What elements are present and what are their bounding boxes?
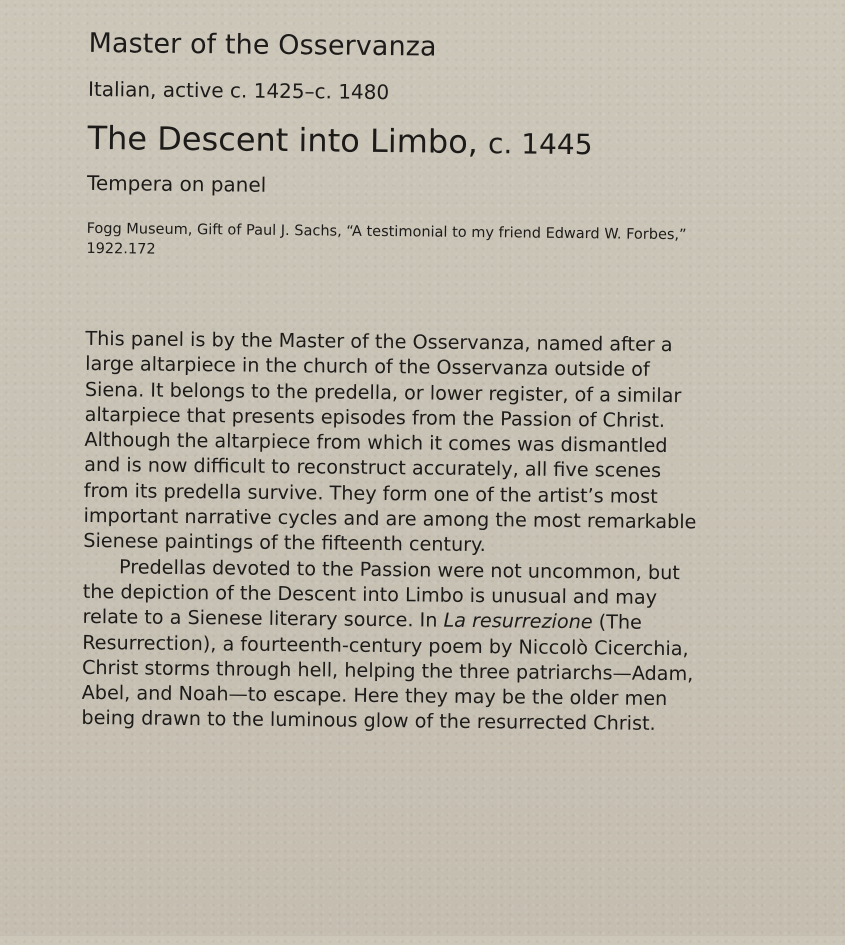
artwork-date: c. 1445 [487,127,593,162]
artist-name: Master of the Osservanza [88,27,437,63]
paragraph-2-text-start: Predellas devoted to the Passion were not uncommon, but the depiction of the Descent into Limbo is unusual and may relate to a Sienese literary source. In [82,554,680,632]
paragraph-2 [81,554,703,738]
paragraph-2-text-end: (The Resurrection), a fourteenth-century poem by Niccolò Cicerchia, Christ storms through hell, helping the three patriarchs—Adam, Abel, and Noah—to escape. Here they may be the older men being drawn to the luminous glow of the resurrected Christ. [81,610,694,736]
paragraph-1: This panel is by the Master of the Osservanza, named after a large altarpiece in the church of the Osservanza outside of Siena. It belongs to the predella, or lower register, of a similar altarpiece that presents episodes from the Passion of Christ. Although the altarpiece from which it comes was dismantled and is now difficult to reconstruct accurately, all five scenes from its predella survive. They form one of the artist’s most important narrative cycles and are among the most remarkable Sienese paintings of the fifteenth century. [83,326,697,557]
credit-line: Fogg Museum, Gift of Paul J. Sachs, “A testimonial to my friend Edward W. Forbes,” 1922.172 [86,220,687,258]
poem-title: La resurrezione [443,608,593,634]
label-description [81,326,705,737]
artist-nationality: Italian, active c. 1425–c. 1480 [87,76,390,105]
artwork-title: The Descent into Limbo, [87,118,479,162]
artwork-medium: Tempera on panel [86,170,267,197]
artwork-title-line [87,119,592,162]
